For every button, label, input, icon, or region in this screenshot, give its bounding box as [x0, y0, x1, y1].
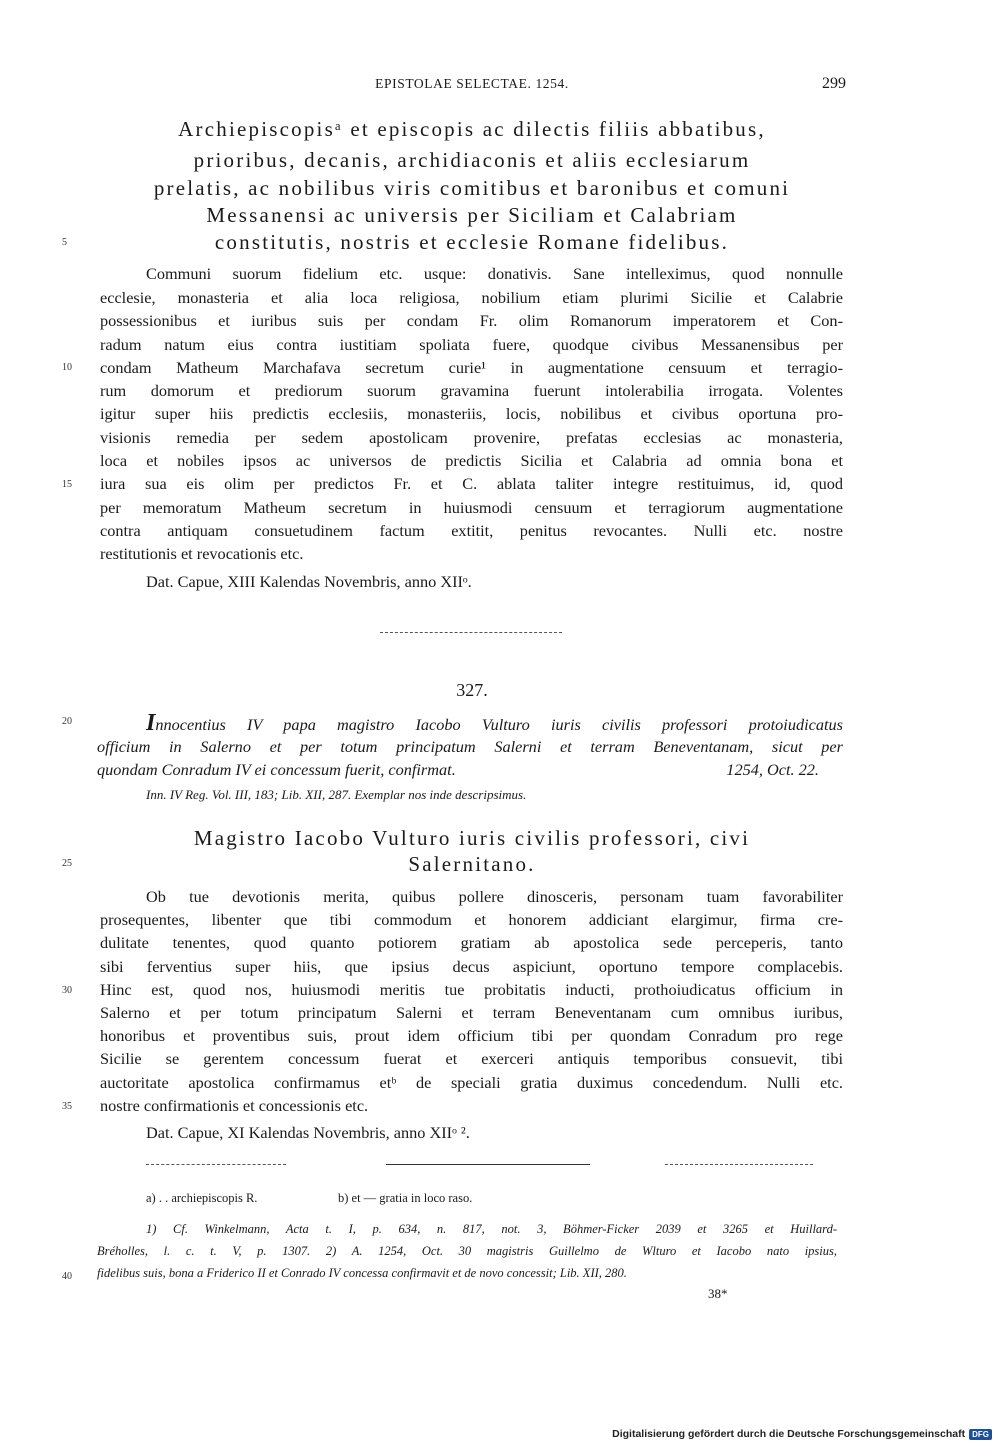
notes-rule: [146, 1164, 286, 1165]
section-separator: [380, 632, 562, 633]
address-line: Messanensi ac universis per Siciliam et Calabriam: [206, 203, 738, 227]
address-line: Archiepiscopisᵃ et episcopis ac dilectis filiis abbatibus,: [178, 117, 766, 141]
summary-text: nnocentius IV papa magistro Iacobo Vulturo iuris civilis professori protoiudicatus: [155, 715, 843, 734]
line-number: 25: [62, 858, 72, 869]
dfg-logo: DFG: [969, 1429, 992, 1440]
summary-text: quondam Conradum IV ei concessum fuerit, confirmat.: [97, 760, 456, 779]
body-line: loca et nobiles ipsos ac universos de predictis Sicilia et Calabria ad omnia bona et: [100, 451, 843, 470]
notes-rule: [386, 1164, 590, 1165]
body-line: sibi ferventius super hiis, que ipsius decus aspiciunt, oportuno tempore complacebis.: [100, 957, 843, 976]
summary-line: Innocentius IV papa magistro Iacobo Vulturo iuris civilis professori protoiudicatus: [146, 710, 843, 736]
dating-line: Dat. Capue, XI Kalendas Novembris, anno XIIᵒ ².: [146, 1123, 470, 1142]
body-line: Salerno et per totum principatum Salerni et terram Beneventanam cum omnibus iuribus,: [100, 1003, 843, 1022]
body-line: Communi suorum fidelium etc. usque: donativis. Sane intelleximus, quod nonnulle: [146, 264, 843, 283]
body-line: Ob tue devotionis merita, quibus pollere dinosceris, personam tuam favorabiliter: [146, 887, 843, 906]
body-line: radum natum eius contra iustitiam spoliata fuere, quodque civibus Messanensibus per: [100, 335, 843, 354]
address-line: prelatis, ac nobilibus viris comitibus et baronibus et comuni: [153, 176, 791, 200]
address-line: Salernitano.: [408, 852, 536, 876]
body-line: restitutionis et revocationis etc.: [100, 544, 304, 563]
body-line: Sicilie se gerentem concessum fuerat et exerceri antiquis temporibus consuevit, tibi: [100, 1049, 843, 1068]
signature-mark: 38*: [708, 1286, 728, 1301]
body-line: condam Matheum Marchafava secretum curie¹ in augmentatione censuum et terragio-: [100, 358, 843, 377]
line-number: 40: [62, 1271, 72, 1282]
line-number: 5: [62, 237, 67, 248]
body-line: auctoritate apostolica confirmamus etᵇ de speciali gratia duximus concedendum. Nulli etc.: [100, 1073, 843, 1092]
body-line: visionis remedia per sedem apostolicam provenire, prefatas ecclesias ac monasteria,: [100, 428, 843, 447]
body-line: igitur super hiis predictis ecclesiis, monasteriis, locis, nobilibus et civibus oportuna pro-: [100, 404, 843, 423]
address-line: prioribus, decanis, archidiaconis et aliis ecclesiarum: [193, 148, 751, 172]
body-line: rum domorum et prediorum suorum gravamina fuerunt intolerabilia irrogata. Volentes: [100, 381, 843, 400]
critical-note: a) . . archiepiscopis R.: [146, 1191, 258, 1205]
body-line: dulitate tenentes, quod quanto potiorem gratiam ab apostolica sede perceperis, tanto: [100, 933, 843, 952]
line-number: 35: [62, 1101, 72, 1112]
page-number: 299: [822, 75, 846, 92]
notes-rule: [665, 1164, 813, 1165]
summary-line: [97, 760, 843, 780]
running-head: [98, 76, 846, 98]
body-line: ecclesie, monasteria et alia loca religiosa, nobilium etiam plurimi Sicilie et Calabrie: [100, 288, 843, 307]
credit-text: Digitalisierung gefördert durch die Deutsche Forschungsgemeinschaft: [612, 1428, 966, 1440]
line-number: 15: [62, 479, 72, 490]
line-number: 20: [62, 716, 72, 727]
body-line: Hinc est, quod nos, huiusmodi meritis tue probitatis inducti, prothoiudicatus officium in: [100, 980, 843, 999]
body-line: iura sua eis olim per predictos Fr. et C. ablata taliter integre restituimus, id, quod: [100, 474, 843, 493]
footnote-line: fidelibus suis, bona a Friderico II et Conrado IV concessa confirmavit et de novo concessit; Lib. XII, 280.: [97, 1266, 627, 1280]
address-line: constitutis, nostris et ecclesie Romane fidelibus.: [214, 230, 730, 254]
source-note: Inn. IV Reg. Vol. III, 183; Lib. XII, 287. Exemplar nos inde descripsimus.: [146, 787, 527, 802]
summary-line: officium in Salerno et per totum principatum Salerni et terram Beneventanam, sicut per: [97, 737, 843, 756]
body-line: contra antiquam consuetudinem factum extitit, penitus revocantes. Nulli etc. nostre: [100, 521, 843, 540]
body-line: nostre confirmationis et concessionis etc.: [100, 1096, 369, 1115]
running-title: EPISTOLAE SELECTAE. 1254.: [375, 76, 569, 91]
body-line: honoribus et proventibus suis, prout idem officium tibi per quondam Conradum pro rege: [100, 1026, 843, 1045]
footnote-line: 1) Cf. Winkelmann, Acta t. I, p. 634, n. 817, not. 3, Böhmer-Ficker 2039 et 3265 et Huillard-: [146, 1222, 837, 1236]
letter-number: 327.: [456, 680, 488, 700]
digitization-credit: [612, 1428, 992, 1440]
summary-date: 1254, Oct. 22.: [726, 760, 819, 779]
body-line: per memoratum Matheum secretum in huiusmodi censuum et terragiorum augmentatione: [100, 498, 843, 517]
body-line: prosequentes, libenter que tibi commodum et honorem addiciant elargimur, firma cre-: [100, 910, 843, 929]
address-line: Magistro Iacobo Vulturo iuris civilis professori, civi: [193, 826, 751, 850]
body-line: possessionibus et iuribus suis per condam Fr. olim Romanorum imperatorem et Con-: [100, 311, 843, 330]
line-number: 10: [62, 362, 72, 373]
critical-note: b) et — gratia in loco raso.: [338, 1191, 473, 1205]
footnote-line: Bréholles, l. c. t. V, p. 1307. 2) A. 1254, Oct. 30 magistris Guillelmo de Wlturo et Iacobo nato ipsius,: [97, 1244, 837, 1258]
line-number: 30: [62, 985, 72, 996]
dating-line: Dat. Capue, XIII Kalendas Novembris, anno XIIᵒ.: [146, 572, 472, 591]
